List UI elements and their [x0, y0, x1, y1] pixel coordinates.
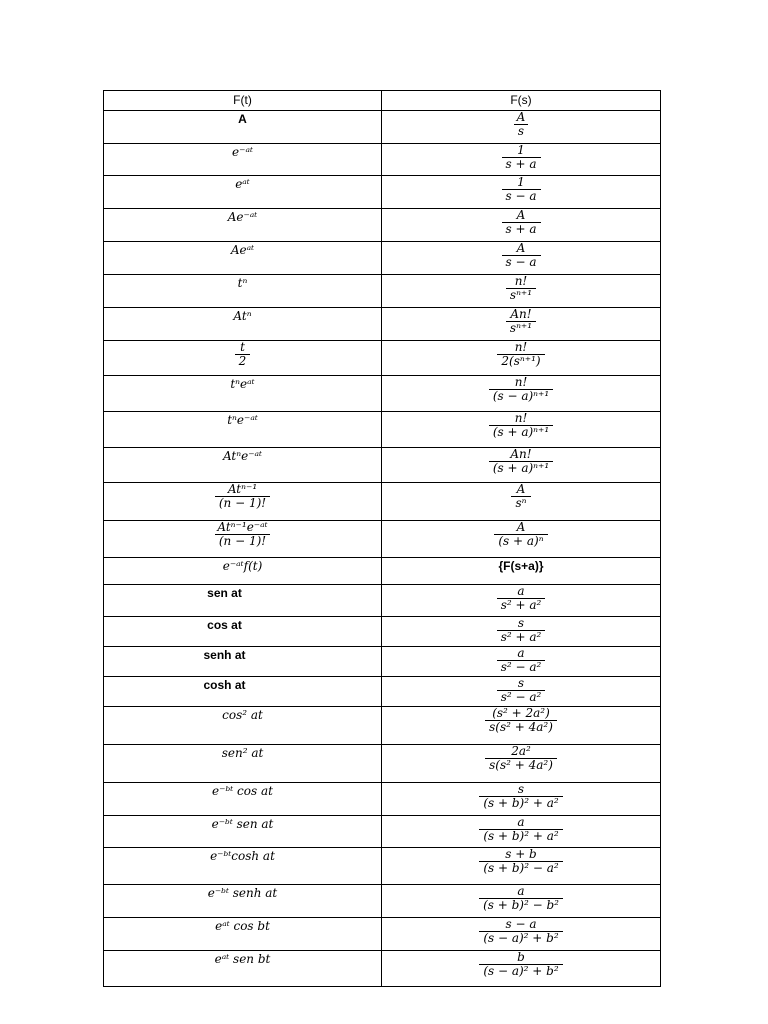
numerator: An!	[510, 308, 532, 321]
table-row	[104, 412, 661, 448]
numerator: A	[516, 483, 526, 496]
table-header-row	[104, 91, 661, 111]
time-function-cell	[104, 412, 382, 448]
time-function-cell	[104, 783, 382, 816]
fs-fraction	[479, 885, 563, 912]
ft-expression: e⁻ᵇᵗcosh at	[210, 849, 275, 863]
laplace-transform-cell	[382, 558, 661, 585]
time-function-cell	[104, 341, 382, 376]
numerator: n!	[514, 412, 528, 425]
numerator: s	[517, 617, 525, 630]
ft-expression: e⁻ᵇᵗ sen at	[211, 817, 274, 831]
ft-expression: e⁻ᵇᵗ cos at	[212, 784, 273, 798]
fs-fraction	[502, 209, 541, 236]
denominator: (s + b)² + a²	[479, 796, 562, 810]
laplace-transform-cell	[382, 918, 661, 951]
fs-fraction	[506, 308, 536, 335]
denominator: s² + a²	[497, 598, 546, 612]
time-function-cell	[104, 144, 382, 176]
laplace-transform-cell	[382, 848, 661, 885]
ft-expression: Aeᵃᵗ	[230, 243, 255, 257]
time-function-cell	[104, 483, 382, 521]
laplace-transform-cell	[382, 783, 661, 816]
ft-expression: Ae⁻ᵃᵗ	[227, 210, 258, 224]
laplace-transform-cell	[382, 521, 661, 558]
fs-fraction	[497, 677, 546, 704]
header-ft: F(t)	[104, 91, 382, 111]
fs-fraction	[479, 951, 562, 978]
numerator: n!	[514, 376, 528, 389]
time-function-cell	[104, 585, 382, 617]
ft-expression: eᵃᵗ cos bt	[215, 919, 270, 933]
denominator: s² − a²	[497, 660, 546, 674]
denominator: (s − a)ⁿ⁺¹	[489, 389, 553, 403]
time-function-cell	[104, 308, 382, 341]
laplace-transform-cell	[382, 275, 661, 308]
numerator: Atⁿ⁻¹	[227, 483, 258, 496]
numerator: n!	[514, 275, 528, 288]
fs-fraction	[494, 521, 547, 548]
laplace-transform-cell	[382, 448, 661, 483]
denominator: 2	[235, 354, 251, 368]
denominator: sⁿ⁺¹	[506, 321, 536, 335]
ft-expression: cos² at	[222, 708, 263, 722]
numerator: A	[516, 209, 526, 222]
table-row	[104, 111, 661, 144]
denominator: (s + a)ⁿ⁺¹	[489, 425, 553, 439]
ft-expression: tⁿeᵃᵗ	[230, 377, 255, 391]
denominator: s(s² + 4a²)	[485, 758, 557, 772]
table-row	[104, 176, 661, 209]
table-row	[104, 448, 661, 483]
ft-expression: cos at	[207, 618, 242, 632]
table-row	[104, 376, 661, 412]
laplace-transform-cell	[382, 242, 661, 275]
table-row	[104, 483, 661, 521]
table-row	[104, 885, 661, 918]
fs-fraction	[489, 412, 553, 439]
fs-fraction	[497, 585, 546, 612]
table-row	[104, 677, 661, 707]
ft-expression: cosh at	[203, 678, 246, 692]
fs-fraction	[513, 111, 530, 138]
fs-fraction	[506, 275, 536, 302]
fs-fraction	[479, 816, 562, 843]
fs-expression: {F(s+a)}	[498, 559, 544, 573]
fs-fraction	[479, 783, 562, 810]
time-function-cell	[104, 677, 382, 707]
table-row	[104, 745, 661, 783]
ft-expression: eᵃᵗ sen bt	[214, 952, 271, 966]
denominator: (n − 1)!	[215, 534, 270, 548]
laplace-transform-cell	[382, 951, 661, 987]
time-function-cell	[104, 111, 382, 144]
laplace-transform-cell	[382, 144, 661, 176]
ft-expression: Atⁿ	[233, 309, 252, 323]
denominator: s + a	[502, 222, 541, 236]
laplace-transform-cell	[382, 308, 661, 341]
time-function-cell	[104, 918, 382, 951]
denominator: s(s² + 4a²)	[485, 720, 557, 734]
numerator: Atⁿ⁻¹e⁻ᵃᵗ	[217, 521, 268, 534]
time-function-cell	[104, 885, 382, 918]
table-row	[104, 275, 661, 308]
laplace-transform-cell	[382, 483, 661, 521]
fs-fraction	[485, 745, 557, 772]
table-row	[104, 707, 661, 745]
table-row	[104, 617, 661, 647]
denominator: (n − 1)!	[215, 496, 270, 510]
laplace-transform-table	[103, 90, 661, 987]
laplace-transform-cell	[382, 745, 661, 783]
numerator: 1	[517, 144, 525, 157]
denominator: (s + a)ⁿ	[494, 534, 547, 548]
denominator: s − a	[502, 255, 541, 269]
table-row	[104, 521, 661, 558]
denominator: 2(sⁿ⁺¹)	[497, 354, 544, 368]
denominator: s − a	[502, 189, 541, 203]
numerator: a	[517, 647, 525, 660]
numerator: An!	[510, 448, 532, 461]
time-function-cell	[104, 951, 382, 987]
denominator: s + a	[502, 157, 541, 171]
table-row	[104, 209, 661, 242]
table-row	[104, 558, 661, 585]
numerator: s	[517, 783, 525, 796]
denominator: (s + b)² − a²	[479, 861, 562, 875]
fs-fraction	[497, 647, 546, 674]
ft-expression: e⁻ᵃᵗf(t)	[222, 559, 263, 573]
denominator: sⁿ	[511, 496, 530, 510]
laplace-transform-cell	[382, 376, 661, 412]
ft-expression: e⁻ᵇᵗ senh at	[207, 886, 278, 900]
fs-fraction	[489, 376, 553, 403]
fs-fraction	[479, 918, 562, 945]
denominator: (s + b)² + a²	[479, 829, 562, 843]
fs-fraction	[511, 483, 530, 510]
time-function-cell	[104, 521, 382, 558]
table-row	[104, 242, 661, 275]
time-function-cell	[104, 448, 382, 483]
numerator: b	[517, 951, 525, 964]
numerator: a	[517, 885, 525, 898]
numerator: 2a²	[511, 745, 531, 758]
time-function-cell	[104, 209, 382, 242]
ft-expression: tⁿ	[237, 276, 248, 290]
fs-fraction	[502, 144, 541, 171]
ft-expression: e⁻ᵃᵗ	[232, 145, 253, 159]
numerator: t	[240, 341, 245, 354]
fs-fraction	[497, 341, 544, 368]
table-body	[104, 111, 661, 987]
time-function-cell	[104, 707, 382, 745]
numerator: s + b	[505, 848, 537, 861]
fs-fraction	[485, 707, 557, 734]
table-row	[104, 308, 661, 341]
time-function-cell	[104, 242, 382, 275]
table-row	[104, 816, 661, 848]
ft-expression: tⁿe⁻ᵃᵗ	[227, 413, 258, 427]
laplace-transform-cell	[382, 111, 661, 144]
fs-fraction	[489, 448, 553, 475]
ft-expression: senh at	[203, 648, 246, 662]
time-function-cell	[104, 647, 382, 677]
time-function-cell	[104, 745, 382, 783]
table-row	[104, 647, 661, 677]
denominator: s² − a²	[497, 690, 546, 704]
fs-fraction	[502, 242, 541, 269]
fs-fraction	[502, 176, 541, 203]
table-row	[104, 341, 661, 376]
numerator: A	[516, 242, 526, 255]
table-row	[104, 144, 661, 176]
numerator: a	[517, 816, 525, 829]
time-function-cell	[104, 376, 382, 412]
ft-fraction	[213, 521, 271, 548]
table-row	[104, 783, 661, 816]
laplace-transform-cell	[382, 647, 661, 677]
denominator: (s − a)² + b²	[479, 964, 562, 978]
numerator: n!	[514, 341, 528, 354]
laplace-transform-cell	[382, 707, 661, 745]
time-function-cell	[104, 176, 382, 209]
ft-fraction	[215, 483, 270, 510]
time-function-cell	[104, 275, 382, 308]
fs-fraction	[497, 617, 546, 644]
table-row	[104, 951, 661, 987]
fs-fraction	[479, 848, 562, 875]
denominator: (s + a)ⁿ⁺¹	[489, 461, 553, 475]
time-function-cell	[104, 848, 382, 885]
table-row	[104, 918, 661, 951]
numerator: s − a	[505, 918, 537, 931]
numerator: a	[517, 585, 525, 598]
laplace-transform-cell	[382, 677, 661, 707]
laplace-transform-cell	[382, 885, 661, 918]
numerator: 1	[517, 176, 525, 189]
ft-expression: Atⁿe⁻ᵃᵗ	[222, 449, 263, 463]
table-row	[104, 585, 661, 617]
ft-expression: eᵃᵗ	[235, 177, 250, 191]
numerator: s	[517, 677, 525, 690]
laplace-transform-cell	[382, 412, 661, 448]
laplace-transform-cell	[382, 209, 661, 242]
laplace-transform-cell	[382, 176, 661, 209]
laplace-transform-cell	[382, 816, 661, 848]
denominator: sⁿ⁺¹	[506, 288, 536, 302]
denominator: s	[514, 124, 528, 138]
laplace-transform-cell	[382, 341, 661, 376]
numerator: (s² + 2a²)	[492, 707, 550, 720]
time-function-cell	[104, 558, 382, 585]
ft-expression: A	[238, 112, 247, 126]
header-fs: F(s)	[382, 91, 661, 111]
numerator: A	[516, 521, 526, 534]
laplace-transform-cell	[382, 617, 661, 647]
denominator: (s + b)² − b²	[479, 898, 563, 912]
table-row	[104, 848, 661, 885]
numerator: A	[516, 111, 526, 124]
time-function-cell	[104, 816, 382, 848]
denominator: (s − a)² + b²	[479, 931, 562, 945]
time-function-cell	[104, 617, 382, 647]
ft-expression: sen² at	[221, 746, 264, 760]
ft-expression: sen at	[207, 586, 242, 600]
ft-fraction	[235, 341, 251, 368]
laplace-transform-cell	[382, 585, 661, 617]
denominator: s² + a²	[497, 630, 546, 644]
